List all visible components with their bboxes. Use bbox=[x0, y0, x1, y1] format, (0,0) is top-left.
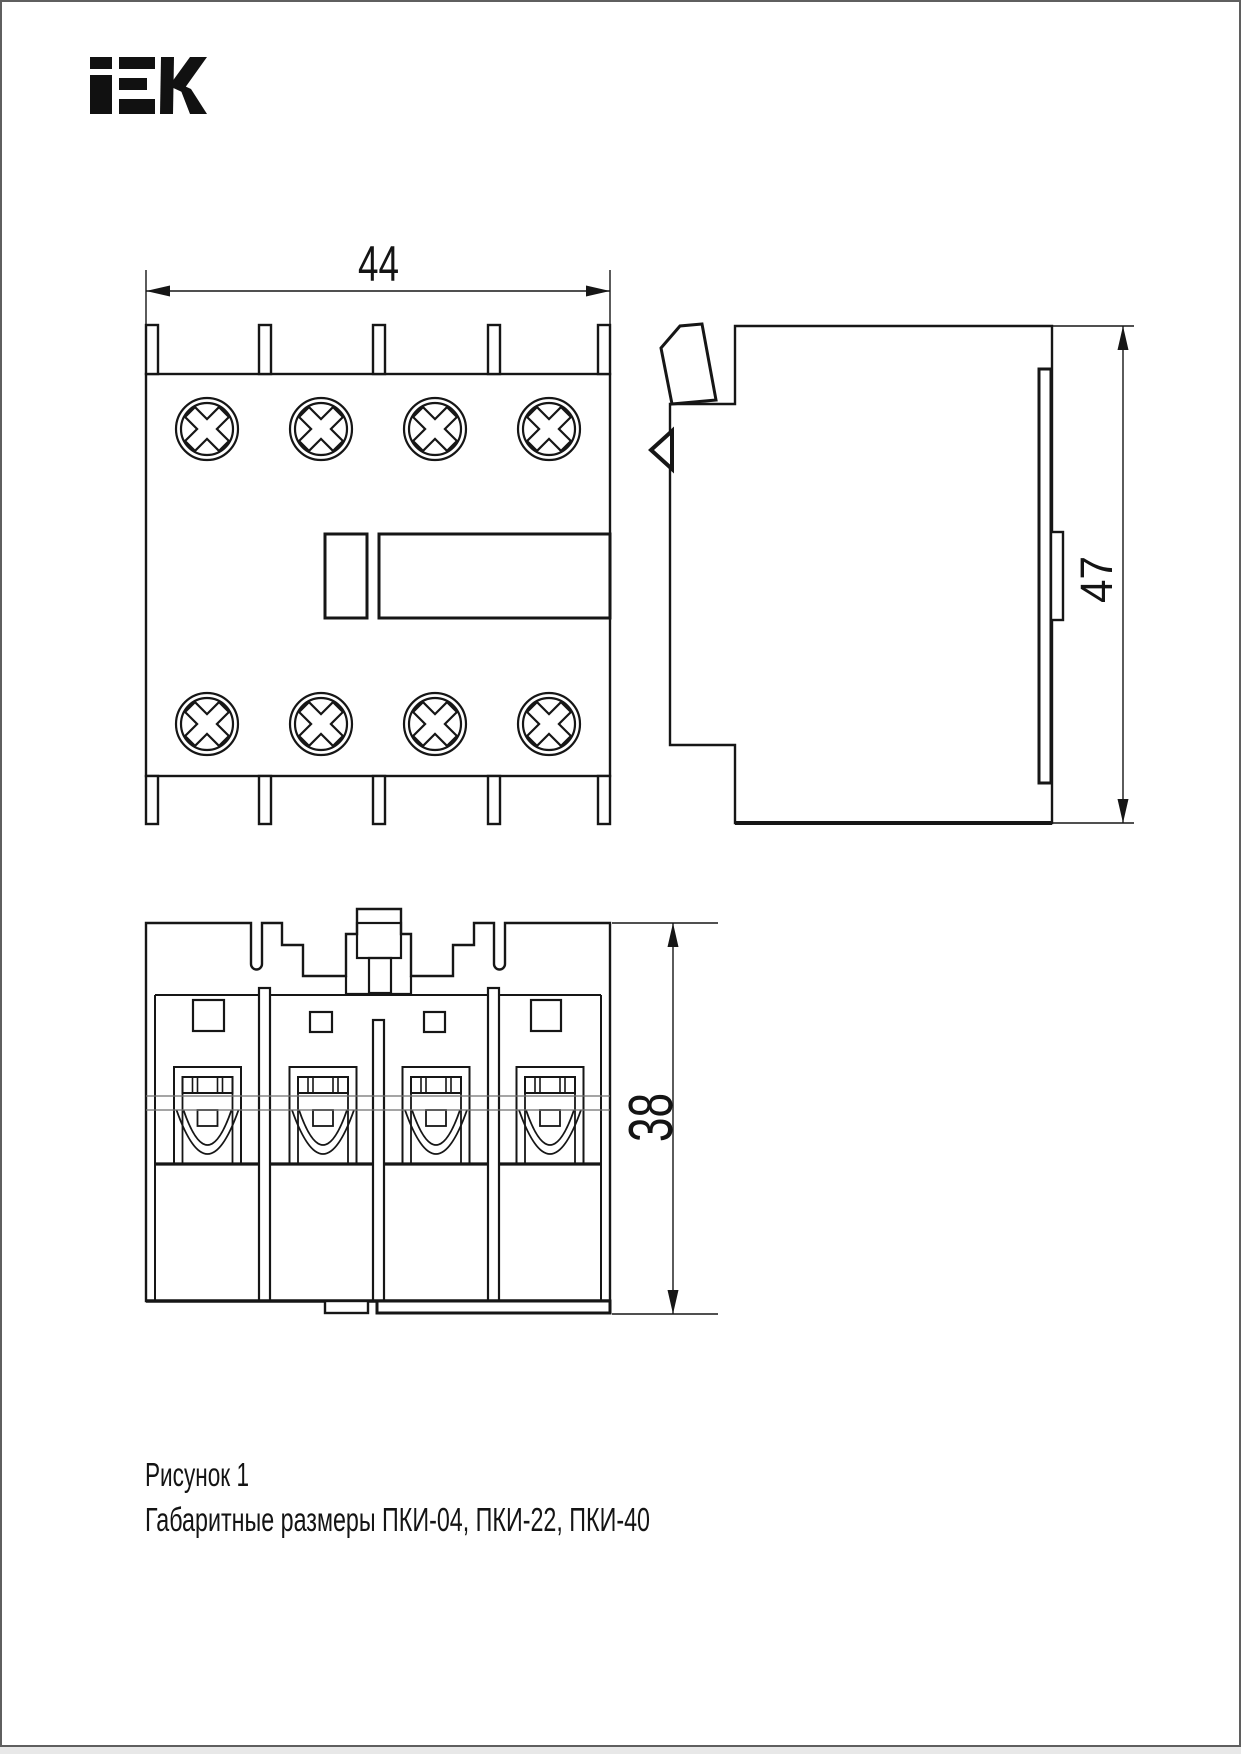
side-mounting-plate bbox=[1039, 369, 1051, 783]
logo-i-stem bbox=[90, 75, 112, 114]
side-view bbox=[651, 324, 1063, 823]
bottom-view bbox=[146, 909, 610, 1313]
arrow-down-icon bbox=[668, 1290, 679, 1314]
dimension-width-label: 44 bbox=[358, 236, 399, 292]
front-actuator-small bbox=[325, 534, 367, 618]
iek-logo bbox=[90, 57, 207, 114]
logo-i-dot bbox=[90, 57, 112, 69]
dimension-height-47 bbox=[1052, 326, 1134, 823]
dimension-depth-label: 38 bbox=[617, 1073, 686, 1142]
side-rear-tab bbox=[1051, 532, 1063, 620]
logo-e-bar-bottom bbox=[119, 99, 155, 114]
logo-e-bar-top bbox=[119, 57, 155, 69]
figure-caption bbox=[145, 1456, 650, 1538]
side-body-outline bbox=[670, 326, 1052, 823]
bottom-foot-small bbox=[325, 1301, 368, 1313]
caption-line1: Рисунок 1 bbox=[145, 1456, 249, 1493]
front-actuator-long bbox=[379, 534, 610, 618]
logo-e-bar-mid bbox=[119, 78, 147, 90]
side-triangle-marker bbox=[651, 431, 672, 469]
dimension-depth-38 bbox=[612, 923, 718, 1314]
front-bottom-tabs bbox=[146, 776, 610, 824]
technical-drawing bbox=[2, 2, 1241, 1749]
side-latch-lever bbox=[661, 324, 716, 404]
front-view bbox=[146, 325, 610, 824]
logo-k-upper-arm bbox=[169, 57, 207, 92]
arrow-down-icon bbox=[1118, 799, 1129, 823]
caption-line2: Габаритные размеры ПКИ-04, ПКИ-22, ПКИ-40 bbox=[145, 1501, 650, 1538]
arrow-left-icon bbox=[146, 286, 170, 297]
dimension-width-44 bbox=[146, 236, 610, 324]
dimension-height-label: 47 bbox=[1071, 552, 1122, 603]
arrow-up-icon bbox=[668, 923, 679, 947]
front-top-tabs bbox=[146, 325, 610, 374]
arrow-up-icon bbox=[1118, 326, 1129, 350]
arrow-right-icon bbox=[586, 286, 610, 297]
logo-k-lower-arm bbox=[178, 83, 207, 114]
bottom-foot-wide bbox=[377, 1301, 610, 1313]
